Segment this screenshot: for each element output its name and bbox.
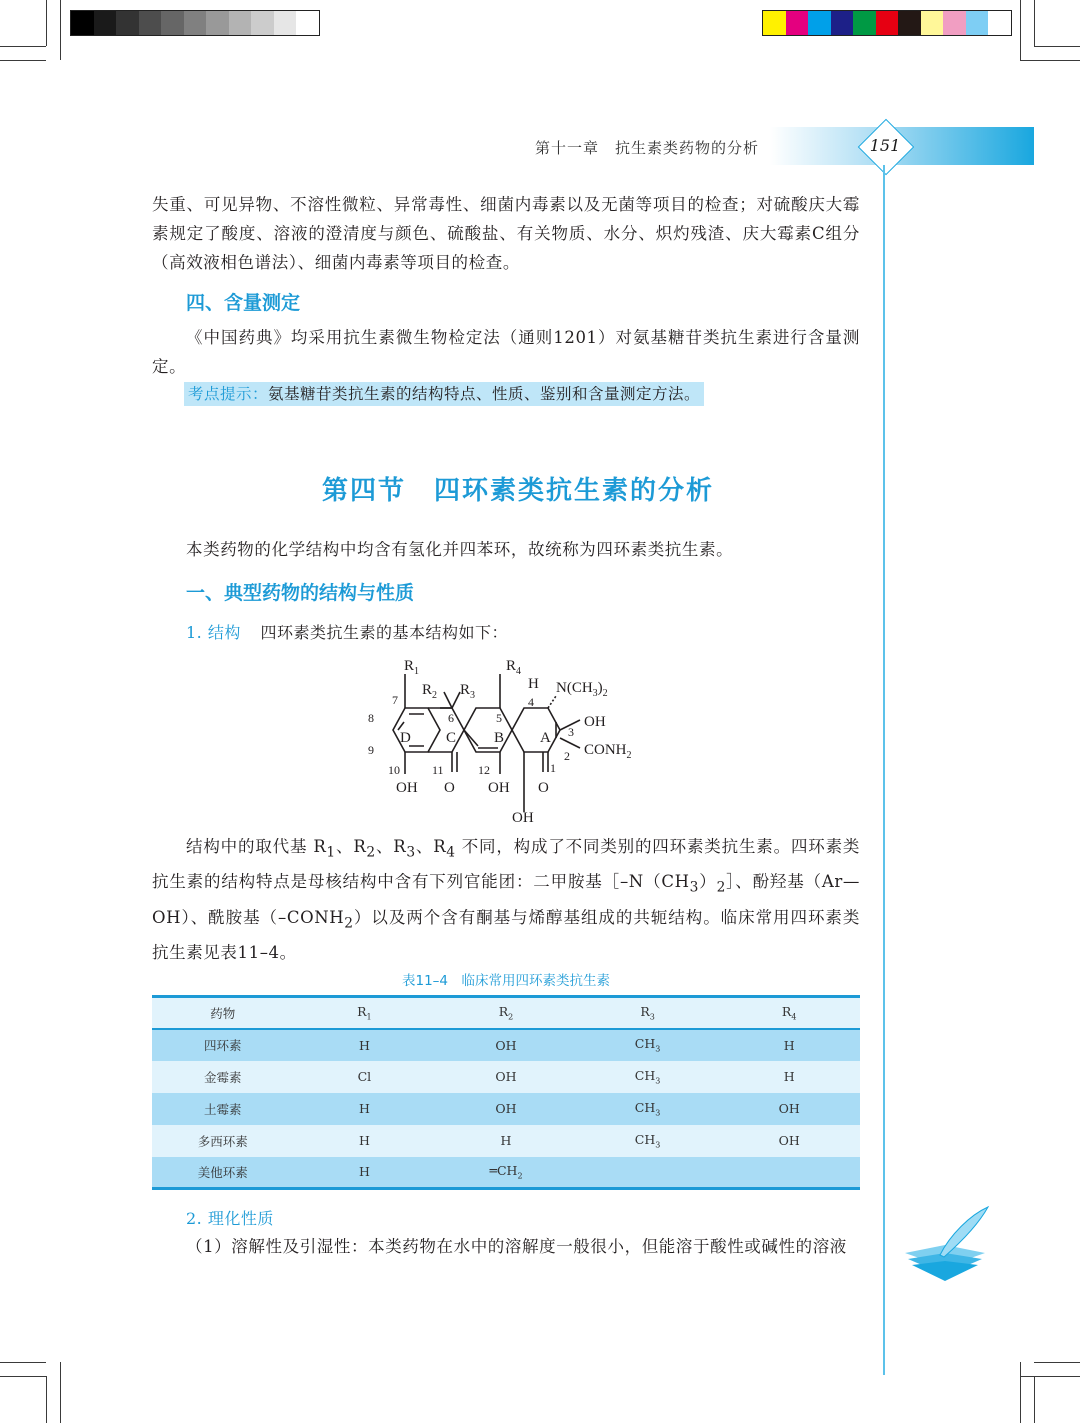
table-row: [152, 1093, 860, 1125]
table-cell: OH: [495, 1069, 517, 1084]
atom-number-3: 3: [568, 725, 574, 739]
margin-rule: [883, 165, 885, 1375]
table-cell: H: [358, 1037, 370, 1053]
section-title: 第四节 四环素类抗生素的分析: [321, 476, 714, 506]
color-calibration-bar: [762, 10, 1012, 36]
paragraph-substituents: 结构中的取代基 $R_1$、$R_2$、$R_3$、$R_4$ 不同，构成了不同类别的四环素类抗生素。四环素类抗生素的结构特点是母核结构中含有下列官能团：二甲胺基$[-N(CH_3)_2]$、酚羟基（Ar—OH）、酰胺基$(-CONH_2)$以及两个含有酮基与烯醇基组成的共轭结构。临床常用四环素类抗生素见表11–4。: [152, 837, 861, 962]
table-cell: 多西环素: [197, 1133, 248, 1149]
table-cell: H: [500, 1133, 512, 1148]
atom-number-11: 11: [432, 763, 444, 777]
structure-subheading: [186, 620, 508, 643]
atom-number-2: 2: [564, 749, 570, 763]
table-cell: 美他环素: [197, 1164, 248, 1180]
label-o-11: O: [444, 780, 455, 796]
label-oh-12a: OH: [512, 810, 534, 826]
crop-mark: [1034, 1376, 1035, 1423]
exam-tip: [184, 382, 704, 406]
crop-mark: [0, 46, 46, 47]
table-caption: 表11–4 临床常用四环素类抗生素: [401, 973, 611, 989]
table-cell: H: [358, 1164, 370, 1180]
label-o-1: O: [538, 780, 549, 796]
table-cell: 土霉素: [204, 1101, 242, 1117]
grayscale-calibration-bar: [70, 10, 320, 36]
label-r3: $R_3$: [460, 682, 476, 701]
crop-mark: [1020, 0, 1021, 60]
atom-number-9: 9: [368, 743, 374, 757]
atom-number-12: 12: [478, 763, 490, 777]
atom-number-6: 6: [448, 711, 454, 725]
crop-mark: [0, 1362, 46, 1363]
page-number: 151: [869, 136, 901, 155]
ring-label-a: A: [540, 730, 551, 746]
tetracycline-core-structure: [360, 652, 660, 828]
atom-number-8: 8: [368, 711, 374, 725]
crop-mark: [46, 1376, 47, 1423]
label-r4: $R_4$: [506, 658, 522, 677]
table-cell: H: [358, 1101, 370, 1116]
crop-mark: [0, 1376, 46, 1377]
table-row: [152, 1125, 860, 1157]
column-header: $R_2$: [498, 1004, 514, 1022]
atom-number-10: 10: [388, 763, 400, 777]
table-cell: OH: [495, 1101, 517, 1116]
crop-mark: [60, 0, 61, 60]
properties-subheading-number: 2. 理化性质: [186, 1209, 274, 1228]
crop-mark: [1020, 1362, 1021, 1423]
table-cell: H: [358, 1133, 370, 1148]
label-h: H: [528, 676, 539, 692]
table-cell: [577, 1157, 719, 1189]
paragraph-intro: 本类药物的化学结构中均含有氢化并四苯环，故统称为四环素类抗生素。: [186, 540, 734, 559]
atom-number-1: 1: [550, 761, 556, 775]
table-row: [152, 1061, 860, 1093]
paragraph-assay: 《中国药典》均采用抗生素微生物检定法（通则1201）对氨基糖苷类抗生素进行含量测定。: [152, 328, 860, 376]
heading-structure-properties: 一、典型药物的结构与性质: [186, 582, 415, 604]
exam-tip-label: 考点提示：: [188, 385, 269, 403]
table-cell: 金霉素: [204, 1069, 242, 1085]
crop-mark: [1034, 1362, 1080, 1363]
table-cell: [718, 1157, 860, 1189]
label-dimethylamino: $N(CH_3)_2$: [556, 680, 608, 699]
ring-label-b: B: [494, 730, 505, 746]
table-row: [152, 1157, 860, 1189]
label-r1: $R_1$: [404, 658, 420, 677]
table-cell: OH: [778, 1101, 800, 1116]
label-r2: $R_2$: [422, 682, 438, 701]
table-cell: H: [783, 1037, 795, 1053]
column-header: 药物: [210, 1005, 236, 1021]
column-header: $R_4$: [781, 1004, 797, 1022]
crop-mark: [46, 0, 47, 46]
label-oh-12: OH: [488, 780, 510, 796]
label-oh-3: OH: [584, 714, 606, 730]
ring-label-d: D: [400, 730, 411, 746]
paragraph-tests: 失重、可见异物、不溶性微粒、异常毒性、细菌内毒素以及无菌等项目的检查；对硫酸庆大霉素规定了酸度、溶液的澄清度与颜色、硫酸盐、有关物质、水分、炽灼残渣、庆大霉素C组分（高效液相色谱法）、细菌内毒素等项目的检查。: [152, 195, 860, 272]
label-conh2: $CONH_2$: [584, 742, 632, 761]
table-cell: $CH_3$: [634, 1099, 661, 1118]
crop-mark: [1034, 0, 1035, 46]
table-cell: $CH_3$: [634, 1036, 661, 1054]
atom-number-7: 7: [392, 693, 398, 707]
chapter-running-head: 第十一章 抗生素类药物的分析: [535, 139, 760, 157]
table-cell: $CH_3$: [634, 1067, 661, 1086]
structure-subheading-text: 四环素类抗生素的基本结构如下：: [260, 623, 508, 642]
table-row: [152, 1029, 860, 1061]
ring-label-c: C: [446, 730, 457, 746]
book-quill-icon: [900, 1205, 990, 1285]
crop-mark: [1020, 1376, 1080, 1377]
column-header: $R_1$: [357, 1004, 372, 1022]
crop-mark: [60, 1362, 61, 1423]
table-cell: H: [783, 1069, 795, 1084]
crop-mark: [1034, 46, 1080, 47]
atom-number-5: 5: [496, 711, 502, 725]
table-header-row: [152, 997, 860, 1029]
label-oh-10: OH: [396, 780, 418, 796]
paragraph-solubility: （1）溶解性及引湿性：本类药物在水中的溶解度一般很小，但能溶于酸性或碱性的溶液: [186, 1237, 847, 1256]
crop-mark: [0, 60, 46, 61]
table-cell: 四环素: [204, 1038, 242, 1053]
properties-subheading: [186, 1206, 274, 1229]
table-cell: OH: [495, 1037, 517, 1053]
atom-number-4: 4: [528, 695, 534, 709]
structure-subheading-number: 1. 结构: [186, 623, 241, 642]
heading-content-assay: 四、含量测定: [186, 292, 301, 314]
column-header: $R_3$: [640, 1004, 655, 1022]
table-cell: $CH_3$: [634, 1131, 661, 1150]
table-cell: Cl: [357, 1069, 372, 1084]
table-cell: $═CH_2$: [489, 1163, 523, 1181]
crop-mark: [1020, 60, 1080, 61]
table-cell: OH: [778, 1133, 800, 1148]
exam-tip-text: 氨基糖苷类抗生素的结构特点、性质、鉴别和含量测定方法。: [268, 385, 701, 403]
tetracycline-drug-table: [152, 995, 860, 1190]
